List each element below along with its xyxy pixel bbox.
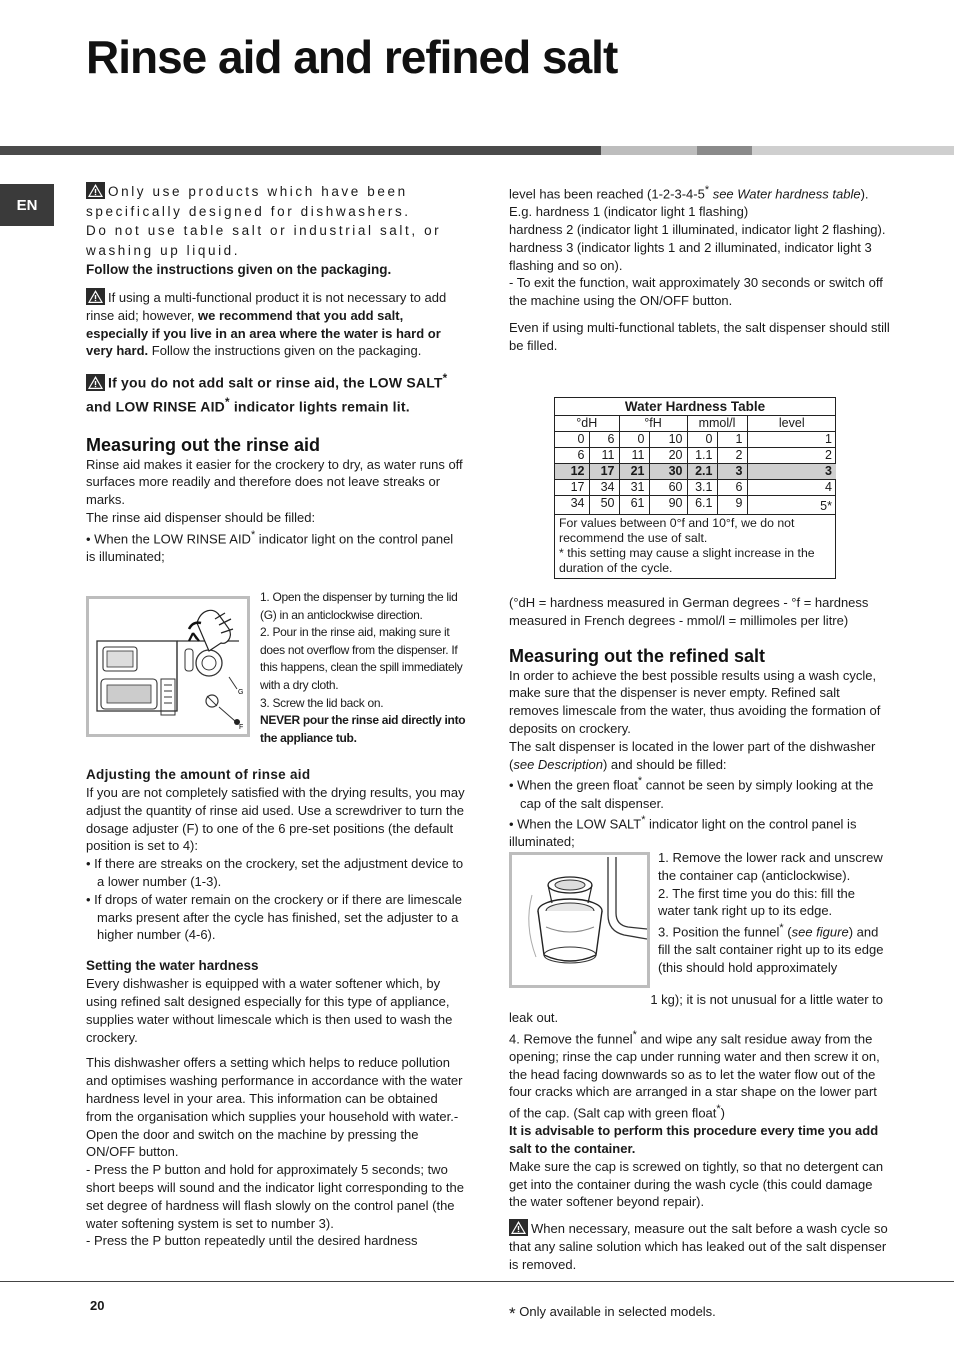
table-note: For values between 0°f and 10°f, we do not recommend the use of salt. * this setting may cause a slight increase in the duration of the cycle.: [559, 516, 815, 575]
table-cell: 6.1: [687, 496, 717, 515]
table-cell: 17: [589, 464, 619, 480]
table-row: [555, 480, 836, 496]
table-cell: 6: [555, 448, 589, 464]
example-line: E.g. hardness 1 (indicator light 1 flashing): [509, 204, 749, 220]
rinse-aid-fill-intro: The rinse aid dispenser should be filled:: [86, 509, 316, 525]
rinse-step: 1. Open the dispenser by turning the lid (G) in an anticlockwise direction.: [260, 590, 458, 622]
text: and wipe any salt residue away from the opening; rinse the cap under running water and then screw it on, the head facing downwards so as to let the water flow out of the four cracks which are arranged in a star shape on the lower part of the cap. (Salt cap with green float: [509, 1030, 880, 1121]
figure-label-g: G: [238, 689, 244, 696]
warning-text: Follow the instructions given on the packaging.: [151, 343, 422, 359]
table-header-dh: °dH: [555, 416, 619, 432]
hardness-paragraph: Every dishwasher is equipped with a water softener which, by using refined salt designed especially for this type of appliance, supplies water without limescale which is then used to wash the crockery.: [86, 976, 453, 1045]
salt-paragraph: Make sure the cap is screwed on tightly, so that no detergent can get into the container during the wash cycle (this could damage the water softener beyond repair).: [509, 1158, 884, 1210]
header-bar-dark: [0, 146, 601, 155]
warning-icon: [509, 1219, 528, 1236]
salt-advice: It is advisable to perform this procedure every time you add salt to the container.: [509, 1123, 879, 1157]
salt-step: [509, 1027, 891, 1123]
asterisk: *: [641, 814, 646, 827]
warning-products: [86, 182, 466, 260]
footnote-text: Only available in selected models.: [519, 1304, 716, 1319]
table-row-highlighted: [555, 464, 836, 480]
table-cell: 12: [555, 464, 589, 480]
rinse-aid-dispenser-figure: [86, 596, 250, 737]
table-cell: 1.1: [687, 448, 717, 464]
warning-text: indicator lights remain lit.: [233, 399, 410, 415]
left-column-lower: [86, 766, 466, 1250]
table-cell: 17: [555, 480, 589, 496]
adjust-bullet: • If drops of water remain on the crockery or if there are limescale marks present after the cycle has finished, set the adjuster to a higher number (4-6).: [86, 891, 462, 943]
table-cell: 20: [649, 448, 687, 464]
salt-step: 1. Remove the lower rack and unscrew the container cap (anticlockwise).: [658, 850, 883, 883]
text: ): [720, 1105, 725, 1121]
warning-line: specifically designed for dishwashers.: [86, 203, 411, 219]
table-cell: 30: [649, 464, 687, 480]
table-cell: 0: [619, 432, 649, 448]
hardness-table-grid: [555, 416, 836, 515]
header-bar-light-2: [752, 146, 954, 155]
left-column: [86, 182, 466, 566]
table-header-fh: °fH: [619, 416, 687, 432]
table-cell: 1: [825, 432, 832, 446]
bullet-text: indicator light on the control panel is illuminated;: [86, 531, 454, 564]
salt-steps-continued: [509, 991, 891, 1274]
reference-link-text: see figure: [791, 924, 849, 940]
rinse-step: 2. Pour in the rinse aid, making sure it does not overflow from the dispenser. If this happens, clean the spill immediately with a dry cloth.: [260, 625, 463, 692]
table-header-mmol: mmol/l: [687, 416, 747, 432]
reference-link-text: see Water hardness table: [712, 186, 861, 202]
table-cell: 3: [717, 464, 747, 480]
warning-text: If using a multi-functional product it is not necessary to add rinse aid; however,: [86, 290, 447, 323]
bullet-text: • When the LOW RINSE AID: [86, 531, 251, 547]
text: cannot be seen by simply looking at the cap of the salt dispenser.: [520, 777, 874, 811]
right-column: [509, 182, 891, 355]
table-row: [555, 448, 836, 464]
text: The salt dispenser is located in the lower part of the dishwasher (: [509, 738, 876, 772]
table-cell: 34: [589, 480, 619, 496]
salt-location: [509, 738, 891, 774]
footnote: [509, 1304, 716, 1324]
salt-warning: [509, 1219, 891, 1273]
text: • When the LOW SALT: [509, 816, 642, 832]
text: ).: [860, 186, 869, 202]
header-bar-mid: [697, 146, 752, 155]
reference-link-text: see Description: [513, 756, 603, 772]
rinse-aid-dispenser-illustration: [89, 599, 247, 734]
table-cell: 1: [717, 432, 747, 448]
adjust-rinse-heading: Adjusting the amount of rinse aid: [86, 767, 311, 782]
warning-line: Do not use table salt or industrial salt, or: [86, 223, 442, 238]
asterisk: *: [509, 1304, 516, 1323]
asterisk: *: [225, 396, 230, 410]
example-line: hardness 2 (indicator light 1 illuminated, indicator light 2 flashing).: [509, 221, 886, 237]
asterisk: *: [704, 184, 710, 196]
table-cell: 6: [589, 432, 619, 448]
table-cell: 9: [717, 496, 747, 515]
right-column-lower: [509, 594, 891, 851]
asterisk: *: [637, 775, 643, 788]
table-cell: 3.1: [687, 480, 717, 496]
text: ) and should be filled:: [602, 756, 727, 772]
table-cell: 2.1: [687, 464, 717, 480]
asterisk: *: [779, 922, 784, 935]
table-cell: 11: [619, 448, 649, 464]
table-cell: 0: [555, 432, 589, 448]
text: and fill the salt container right up to its edge (this should hold approximately: [658, 924, 884, 976]
asterisk: *: [442, 372, 448, 386]
example-line: - To exit the function, wait approximately 30 seconds or switch off the machine using the ON/OFF button.: [509, 275, 883, 309]
warning-bold-text: we recommend that you add salt, especially if you live in an area where the water is hard or very hard.: [86, 307, 441, 359]
text: 4. Remove the funnel: [509, 1030, 633, 1046]
text: indicator light on the control panel is illuminated;: [509, 816, 857, 850]
table-cell: 2: [717, 448, 747, 464]
hardness-paragraph: - Press the P button repeatedly until the desired hardness: [86, 1233, 418, 1249]
rinse-aid-paragraph: Rinse aid makes it easier for the crockery to dry, as water runs off surfaces more readily and therefore does not leave streaks or marks.: [86, 456, 463, 508]
salt-bullet: [509, 812, 891, 851]
warning-line: washing up liquid.: [86, 242, 241, 258]
salt-steps: [658, 849, 890, 977]
salt-funnel-figure: [509, 852, 650, 988]
adjust-bullet: • If there are streaks on the crockery, set the adjustment device to a lower number (1-3).: [86, 856, 464, 889]
salt-step-cont: leak out.: [509, 1009, 559, 1025]
table-title: Water Hardness Table: [555, 398, 835, 416]
table-cell: 3: [825, 464, 832, 478]
page-title: Rinse aid and refined salt: [86, 31, 618, 83]
table-row: [555, 432, 836, 448]
hardness-continued: [509, 182, 891, 203]
rinse-aid-heading: Measuring out the rinse aid: [86, 434, 321, 455]
warning-text: If you do not add salt or rinse aid, the LOW SALT: [108, 374, 443, 391]
table-cell: 60: [649, 480, 687, 496]
table-cell: 90: [649, 496, 687, 515]
table-cell: 21: [619, 464, 649, 480]
rinse-aid-bullet: [86, 527, 466, 566]
page-number: 20: [90, 1298, 105, 1313]
warning-text: and LOW RINSE AID: [86, 399, 225, 415]
table-cell: 11: [589, 448, 619, 464]
rinse-aid-steps: [260, 589, 466, 747]
table-cell: 0: [687, 432, 717, 448]
warning-line: Only use products which have been: [108, 184, 408, 199]
header-bar-light-1: [601, 146, 697, 155]
table-cell: 5*: [820, 499, 832, 513]
hardness-paragraph: - Press the P button and hold for approximately 5 seconds; two short beeps will sound and the indicator light corresponding to the set degree of hardness will flash slowly on the control panel (the water softening system is set to number 3).: [86, 1162, 464, 1231]
table-cell: 10: [649, 432, 687, 448]
footer-divider: [0, 1281, 954, 1282]
water-hardness-table: [554, 397, 836, 579]
water-hardness-heading: Setting the water hardness: [86, 958, 259, 974]
refined-salt-heading: Measuring out the refined salt: [509, 645, 766, 666]
text: 3. Position the funnel: [658, 924, 780, 940]
salt-step: 3. Position the funnel* (see figure) and fill the salt container right up to its edge (this should hold approximately: [658, 922, 884, 976]
table-cell: 2: [825, 448, 832, 462]
multi-tab-note: Even if using multi-functional tablets, the salt dispenser should still be filled.: [509, 319, 890, 353]
warning-low-indicators: [86, 369, 466, 417]
table-cell: 6: [717, 480, 747, 496]
table-cell: 50: [589, 496, 619, 515]
table-cell: 31: [619, 480, 649, 496]
table-cell: 61: [619, 496, 649, 515]
text: level has been reached (1-2-3-4-5: [509, 186, 705, 202]
table-cell: 4: [825, 480, 832, 494]
warning-multifunctional: [86, 288, 466, 360]
units-note: (°dH = hardness measured in German degrees - °f = hardness measured in French degrees - mmol/l = millimoles per litre): [509, 595, 869, 628]
text: • When the green float: [509, 777, 638, 793]
warning-icon: [86, 288, 105, 305]
asterisk: *: [632, 1028, 637, 1041]
adjust-rinse-paragraph: If you are not completely satisfied with the drying results, you may adjust the quantity of rinse aid used. Use a screwdriver to turn the dosage adjuster (F) to one of the 6 pre-set positions (the default position is set to 4):: [86, 785, 465, 854]
warning-bold-instruction: Follow the instructions given on the packaging.: [86, 262, 392, 277]
salt-step-cont: 1 kg); it is not unusual for a little water to: [650, 992, 883, 1007]
language-tab: EN: [0, 184, 54, 226]
rinse-step-warning: NEVER pour the rinse aid directly into the appliance tub.: [260, 713, 466, 745]
table-cell: 34: [555, 496, 589, 515]
warning-icon: [86, 374, 105, 391]
salt-bullet: [509, 773, 891, 812]
hardness-paragraph: This dishwasher offers a setting which helps to reduce pollution and optimises washing performance in accordance with the water hardness level in your area. This information can be obtained from the organisation which supplies your household with water.- Open the door and switch on the machine by pressing the ON/OFF button.: [86, 1055, 463, 1160]
rinse-step: 3. Screw the lid back on.: [260, 695, 384, 710]
text: When necessary, measure out the salt before a wash cycle so that any saline solution which has leaked out of the salt dispenser is removed.: [509, 1221, 888, 1272]
warning-icon: [86, 182, 105, 199]
salt-funnel-illustration: [512, 855, 647, 985]
table-header-level: level: [778, 416, 805, 430]
salt-step: 2. The first time you do this: fill the water tank right up to its edge.: [658, 885, 856, 919]
table-row: [555, 496, 836, 515]
asterisk: *: [250, 528, 256, 541]
salt-paragraph: In order to achieve the best possible results using a wash cycle, make sure that the dispenser is never empty. Refined salt removes limescale from the water, thus avoiding the formation of deposits on crockery.: [509, 667, 881, 736]
figure-label-f: F: [239, 724, 244, 731]
example-line: hardness 3 (indicator lights 1 and 2 illuminated, indicator light 3 flashing and so on).: [509, 239, 872, 273]
asterisk: *: [716, 1103, 721, 1116]
